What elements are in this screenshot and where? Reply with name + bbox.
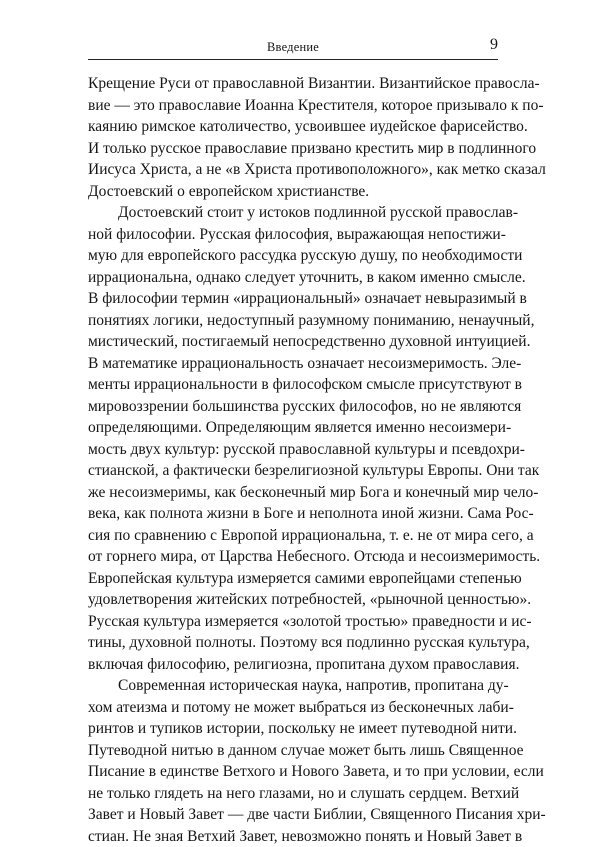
text-line: века, как полнота жизни в Боге и неполнота иной жизни. Сама Рос- [88, 503, 498, 525]
page-number: 9 [490, 36, 498, 54]
text-line: Достоевский о европейском христианстве. [88, 181, 498, 203]
text-line: удовлетворения житейских потребностей, «рыночной ценностью». [88, 589, 498, 611]
text-line: сия по сравнению с Европой иррациональна, т. е. не от мира сего, а [88, 525, 498, 547]
text-line: каянию римское католичество, усвоившее иудейское фарисейство. [88, 116, 498, 138]
text-line: менты иррациональности в философском смысле присутствуют в [88, 374, 498, 396]
running-header [88, 33, 498, 60]
text-line: иррациональна, однако следует уточнить, в каком именно смысле. [88, 267, 498, 289]
text-line: Писание в единстве Ветхого и Нового Завета, и то при условии, если [88, 761, 498, 783]
text-line: Путеводной нитью в данном случае может быть лишь Священное [88, 740, 498, 762]
text-line: же несоизмеримы, как бесконечный мир Бога и конечный мир чело- [88, 482, 498, 504]
text-line: хом атеизма и потому не может выбраться из бесконечных лаби- [88, 697, 498, 719]
paragraph [88, 202, 498, 675]
text-line: ной философии. Русская философия, выражающая непостижи- [88, 224, 498, 246]
text-line: мую для европейского рассудка русскую душу, по необходимости [88, 245, 498, 267]
text-line: определяющими. Определяющим является именно несоизмери- [88, 417, 498, 439]
text-line: мистический, постигаемый непосредственно духовной интуицией. [88, 331, 498, 353]
text-line: Крещение Руси от православной Византии. Византийское правосла- [88, 73, 498, 95]
text-line: не только глядеть на него глазами, но и слушать сердцем. Ветхий [88, 783, 498, 805]
text-line: понятиях логики, недоступный разумному пониманию, ненаучный, [88, 310, 498, 332]
text-line: Завет и Новый Завет — две части Библии, Священного Писания хри- [88, 804, 498, 826]
text-line: В философии термин «иррациональный» означает невыразимый в [88, 288, 498, 310]
paragraph [88, 675, 498, 847]
text-line: мировоззрении большинства русских философов, но не являются [88, 396, 498, 418]
text-line: включая философию, религиозна, пропитана духом православия. [88, 654, 498, 676]
text-line: от горнего мира, от Царства Небесного. Отсюда и несоизмеримость. [88, 546, 498, 568]
text-line: Современная историческая наука, напротив, пропитана ду- [88, 675, 498, 697]
paragraph [88, 73, 498, 202]
text-line: Достоевский стоит у истоков подлинной русской православ- [88, 202, 498, 224]
text-line: мость двух культур: русской православной культуры и псевдохри- [88, 439, 498, 461]
text-line: В математике иррациональность означает несоизмеримость. Эле- [88, 353, 498, 375]
text-line: ринтов и тупиков истории, поскольку не имеет путеводной нити. [88, 718, 498, 740]
text-line: Европейская культура измеряется самими европейцами степенью [88, 568, 498, 590]
text-line: вие — это православие Иоанна Крестителя, которое призывало к по- [88, 95, 498, 117]
text-line: Иисуса Христа, а не «в Христа противоположного», как метко сказал [88, 159, 498, 181]
text-line: Русская культура измеряется «золотой тростью» праведности и ис- [88, 611, 498, 633]
text-line: тины, духовной полноты. Поэтому вся подлинно русская культура, [88, 632, 498, 654]
text-line: стианской, а фактически безрелигиозной культуры Европы. Они так [88, 460, 498, 482]
text-line: И только русское православие призвано крестить мир в подлинного [88, 138, 498, 160]
section-title: Введение [88, 40, 498, 55]
body-text [88, 73, 498, 847]
text-line: стиан. Не зная Ветхий Завет, невозможно понять и Новый Завет в [88, 826, 498, 847]
